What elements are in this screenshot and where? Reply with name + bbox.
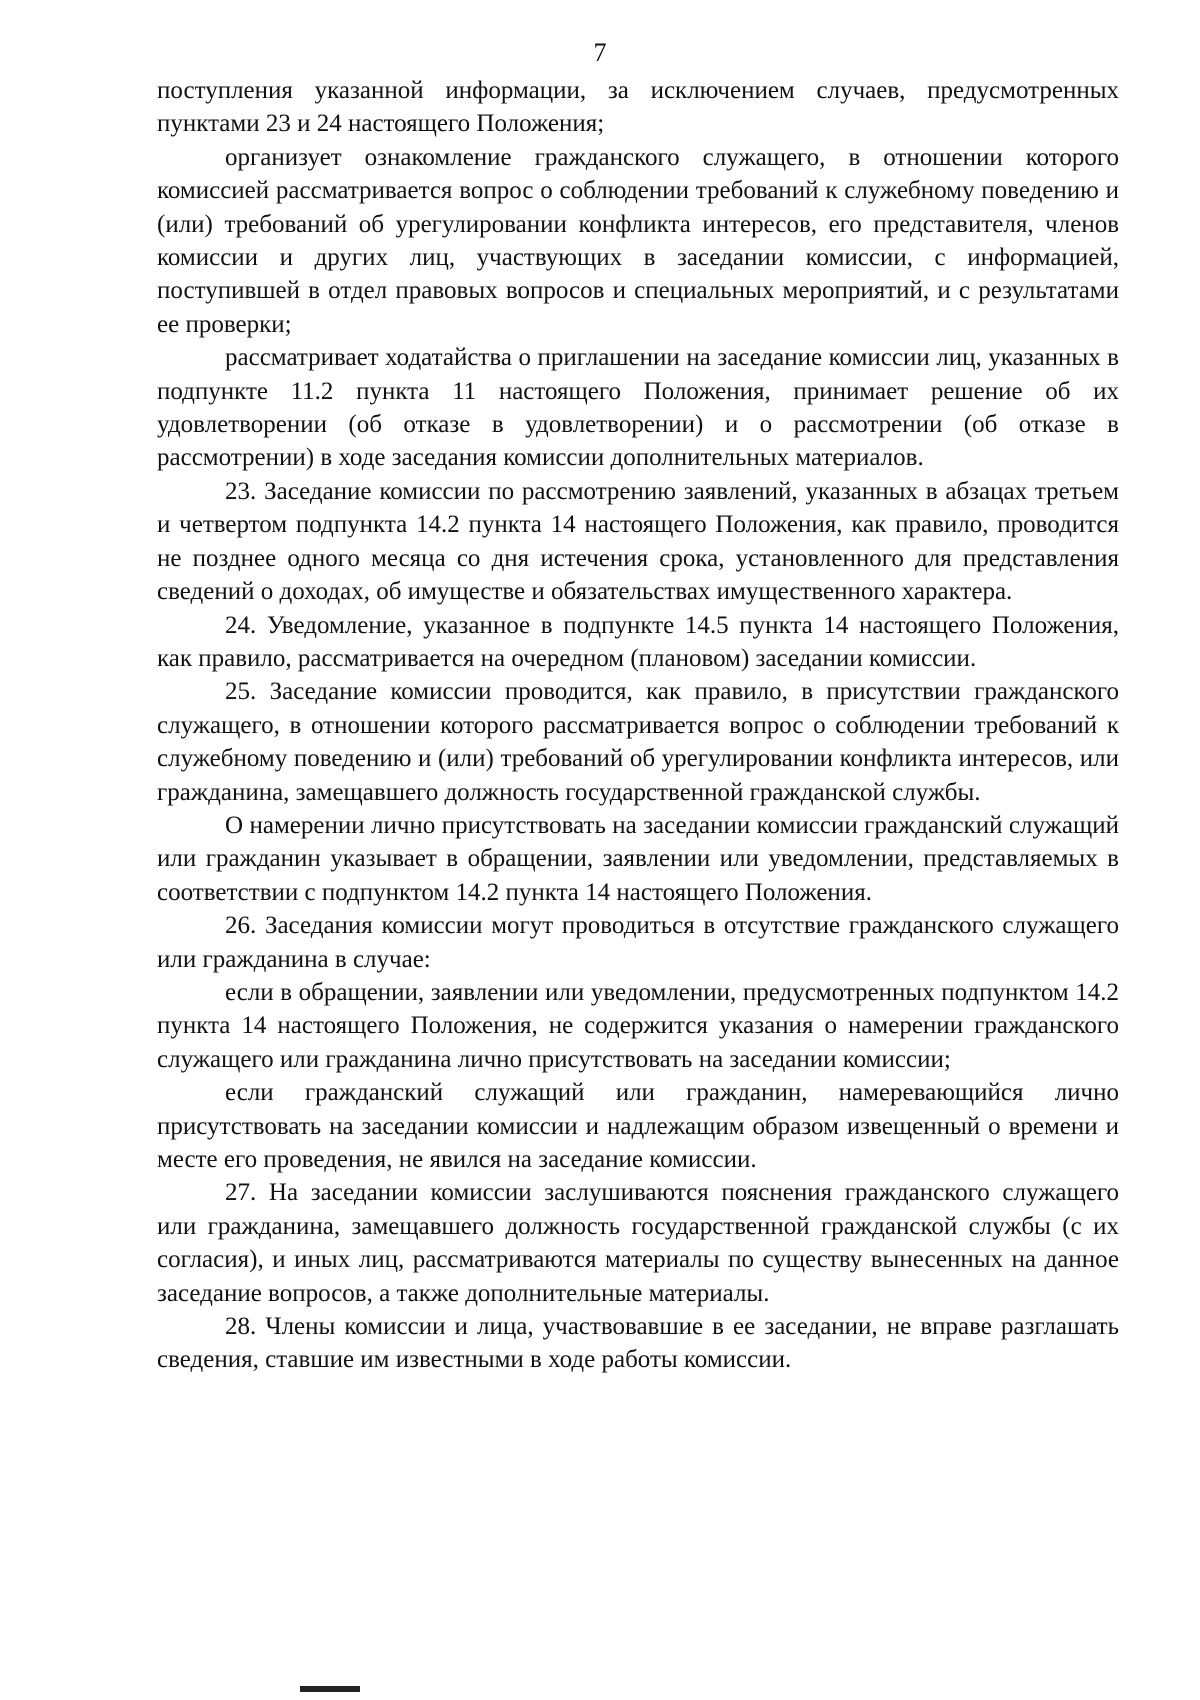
document-body [157, 74, 1119, 1377]
paragraph: организует ознакомление гражданского служащего, в отношении которого комиссией рассматривается вопрос о соблюдении требований к служебному поведению и (или) требований об урегулировании конфликта интересов, его представителя, членов комиссии и других лиц, участвующих в заседании комиссии, с информацией, поступившей в отдел правовых вопросов и специальных мероприятий, и с результатами ее проверки; [157, 143, 1119, 338]
scan-artifact [300, 1686, 360, 1692]
paragraph: если в обращении, заявлении или уведомлении, предусмотренных подпунктом 14.2 пункта 14 настоящего Положения, не содержится указания о намерении гражданского служащего или гражданина лично присутствовать на заседании комиссии; [157, 978, 1119, 1073]
paragraph-item-28: 28. Члены комиссии и лица, участвовавшие в ее заседании, не вправе разглашать сведения, ставшие им известными в ходе работы комиссии. [157, 1313, 1119, 1374]
paragraph-item-23: 23. Заседание комиссии по рассмотрению заявлений, указанных в абзацах третьем и четвертом подпункта 14.2 пункта 14 настоящего Положения, как правило, проводится не позднее одного месяца со дня истечения срока, установленного для представления сведений о доходах, об имуществе и обязательствах имущественного характера. [157, 477, 1119, 606]
paragraph-item-26: 26. Заседания комиссии могут проводиться в отсутствие гражданского служащего или гражданина в случае: [157, 912, 1119, 973]
paragraph: поступления указанной информации, за исключением случаев, предусмотренных пунктами 23 и 24 настоящего Положения; [157, 77, 1119, 138]
paragraph-item-24: 24. Уведомление, указанное в подпункте 14.5 пункта 14 настоящего Положения, как правило, рассматривается на очередном (плановом) заседании комиссии. [157, 611, 1119, 672]
paragraph: если гражданский служащий или гражданин, намеревающийся лично присутствовать на заседании комиссии и надлежащим образом извещенный о времени и месте его проведения, не явился на заседание комиссии. [157, 1079, 1119, 1173]
paragraph: рассматривает ходатайства о приглашении на заседание комиссии лиц, указанных в подпункте 11.2 пункта 11 настоящего Положения, принимает решение об их удовлетворении (об отказе в удовлетворении) и о рассмотрении (об отказе в рассмотрении) в ходе заседания комиссии дополнительных материалов. [157, 344, 1119, 472]
page-number: 7 [593, 38, 607, 67]
paragraph-item-27: 27. На заседании комиссии заслушиваются пояснения гражданского служащего или гражданина, замещавшего должность государственной гражданской службы (с их согласия), и иных лиц, рассматриваются материалы по существу вынесенных на данное заседание вопросов, а также дополнительные материалы. [157, 1179, 1119, 1307]
paragraph-item-25: 25. Заседание комиссии проводится, как правило, в присутствии гражданского служащего, в отношении которого рассматривается вопрос о соблюдении требований к служебному поведению и (или) требований об урегулировании конфликта интересов, или гражданина, замещавшего должность государственной гражданской службы. [157, 678, 1119, 806]
paragraph: О намерении лично присутствовать на заседании комиссии гражданский служащий или гражданин указывает в обращении, заявлении или уведомлении, представляемых в соответствии с подпунктом 14.2 пункта 14 настоящего Положения. [157, 811, 1119, 906]
